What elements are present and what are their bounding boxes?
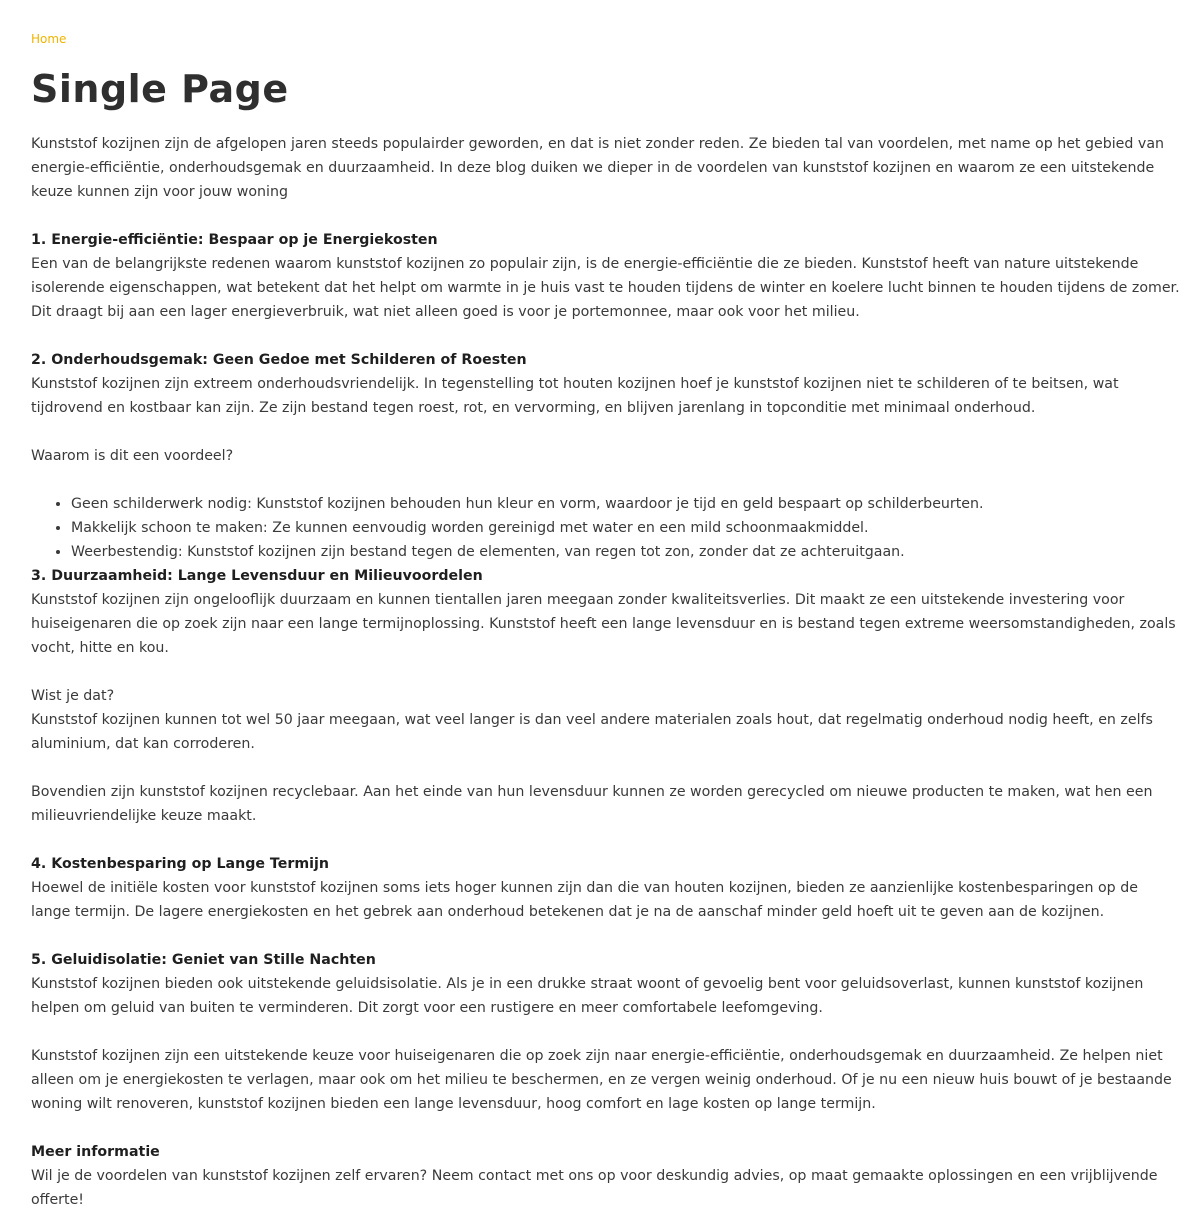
intro-paragraph: Kunststof kozijnen zijn de afgelopen jaren steeds populairder geworden, en dat is niet zonder reden. Ze bieden tal van voordelen, met name op het gebied van energie-efficiëntie, onderhoudsgemak en duurzaamheid. In deze blog duiken we dieper in de voordelen van kunststof kozijnen en waarom ze een uitstekende keuze kunnen zijn voor jouw woning xyxy=(31,136,1165,200)
section1-body: Een van de belangrijkste redenen waarom kunststof kozijnen zo populair zijn, is de energie-efficiëntie die ze bieden. Kunststof heeft van nature uitstekende isolerende eigenschappen, wat betekent dat het helpt om warmte in je huis vast te houden tijdens de winter en koelere lucht binnen te houden tijdens de zomer. Dit draagt bij aan een lager energieverbruik, wat niet alleen goed is voor je portemonnee, maar ook voor het milieu. xyxy=(31,256,1180,320)
spacer xyxy=(31,204,1180,228)
page-title: Single Page xyxy=(31,67,289,111)
more-info-heading: Meer informatie xyxy=(31,1144,160,1160)
spacer xyxy=(31,924,1180,948)
spacer xyxy=(31,1020,1180,1044)
article-content xyxy=(31,132,1180,1212)
spacer xyxy=(31,420,1180,444)
section2-body: Kunststof kozijnen zijn extreem onderhoudsvriendelijk. In tegenstelling tot houten kozijnen hoef je kunststof kozijnen niet te schilderen of te beitsen, wat tijdrovend en kostbaar kan zijn. Ze zijn bestand tegen roest, rot, en vervorming, en blijven jarenlang in topconditie met minimaal onderhoud. xyxy=(31,376,1119,416)
spacer xyxy=(31,1116,1180,1140)
section3-heading: 3. Duurzaamheid: Lange Levensduur en Milieuvoordelen xyxy=(31,568,483,584)
section5-body: Kunststof kozijnen bieden ook uitstekende geluidsisolatie. Als je in een drukke straat woont of gevoelig bent voor geluidsoverlast, kunnen kunststof kozijnen helpen om geluid van buiten te verminderen. Dit zorgt voor een rustigere en meer comfortabele leefomgeving. xyxy=(31,976,1144,1016)
list-item: • Geen schilderwerk nodig: Kunststof kozijnen behouden hun kleur en vorm, waardoor je tijd en geld bespaart op schilderbeurten. xyxy=(71,492,1180,516)
section4-heading: 4. Kostenbesparing op Lange Termijn xyxy=(31,856,329,872)
breadcrumb xyxy=(31,31,1180,47)
advantages-list xyxy=(31,492,1180,564)
section3-body: Kunststof kozijnen zijn ongelooflijk duurzaam en kunnen tientallen jaren meegaan zonder kwaliteitsverlies. Dit maakt ze een uitstekende investering voor huiseigenaren die op zoek zijn naar een lange termijnoplossing. Kunststof heeft een lange levensduur en is bestand tegen extreme weersomstandigheden, zoals vocht, hitte en kou. xyxy=(31,592,1176,656)
spacer xyxy=(31,756,1180,780)
conclusion-paragraph: Kunststof kozijnen zijn een uitstekende keuze voor huiseigenaren die op zoek zijn naar energie-efficiëntie, onderhoudsgemak en duurzaamheid. Ze helpen niet alleen om je energiekosten te verlagen, maar ook om het milieu te beschermen, en ze vergen weinig onderhoud. Of je nu een nieuw huis bouwt of je bestaande woning wilt renoveren, kunststof kozijnen bieden een lange levensduur, hoog comfort en lage kosten op lange termijn. xyxy=(31,1048,1172,1112)
section1-heading: 1. Energie-efficiëntie: Bespaar op je Energiekosten xyxy=(31,232,438,248)
section5-heading: 5. Geluidisolatie: Geniet van Stille Nachten xyxy=(31,952,376,968)
spacer xyxy=(31,324,1180,348)
section2-heading: 2. Onderhoudsgemak: Geen Gedoe met Schilderen of Roesten xyxy=(31,352,527,368)
recycle-paragraph: Bovendien zijn kunststof kozijnen recyclebaar. Aan het einde van hun levensduur kunnen ze worden gerecycled om nieuwe producten te maken, wat hen een milieuvriendelijke keuze maakt. xyxy=(31,784,1153,824)
list-item: • Makkelijk schoon te maken: Ze kunnen eenvoudig worden gereinigd met water en een mild schoonmaakmiddel. xyxy=(71,516,1180,540)
section2-question: Waarom is dit een voordeel? xyxy=(31,448,234,464)
spacer xyxy=(31,828,1180,852)
breadcrumb-home-link[interactable]: Home xyxy=(31,32,67,46)
list-item: • Weerbestendig: Kunststof kozijnen zijn bestand tegen de elementen, van regen tot zon, zonder dat ze achteruitgaan. xyxy=(71,540,1180,564)
more-info-body: Wil je de voordelen van kunststof kozijnen zelf ervaren? Neem contact met ons op voor deskundig advies, op maat gemaakte oplossingen en een vrijblijvende offerte! xyxy=(31,1168,1158,1208)
did-you-know-body: Kunststof kozijnen kunnen tot wel 50 jaar meegaan, wat veel langer is dan veel andere materialen zoals hout, dat regelmatig onderhoud nodig heeft, en zelfs aluminium, dat kan corroderen. xyxy=(31,712,1153,752)
section4-body: Hoewel de initiële kosten voor kunststof kozijnen soms iets hoger kunnen zijn dan die van houten kozijnen, bieden ze aanzienlijke kostenbesparingen op de lange termijn. De lagere energiekosten en het gebrek aan onderhoud betekenen dat je na de aanschaf minder geld hoeft uit te geven aan de kozijnen. xyxy=(31,880,1138,920)
did-you-know-label: Wist je dat? xyxy=(31,688,115,704)
spacer xyxy=(31,660,1180,684)
spacer xyxy=(31,468,1180,492)
